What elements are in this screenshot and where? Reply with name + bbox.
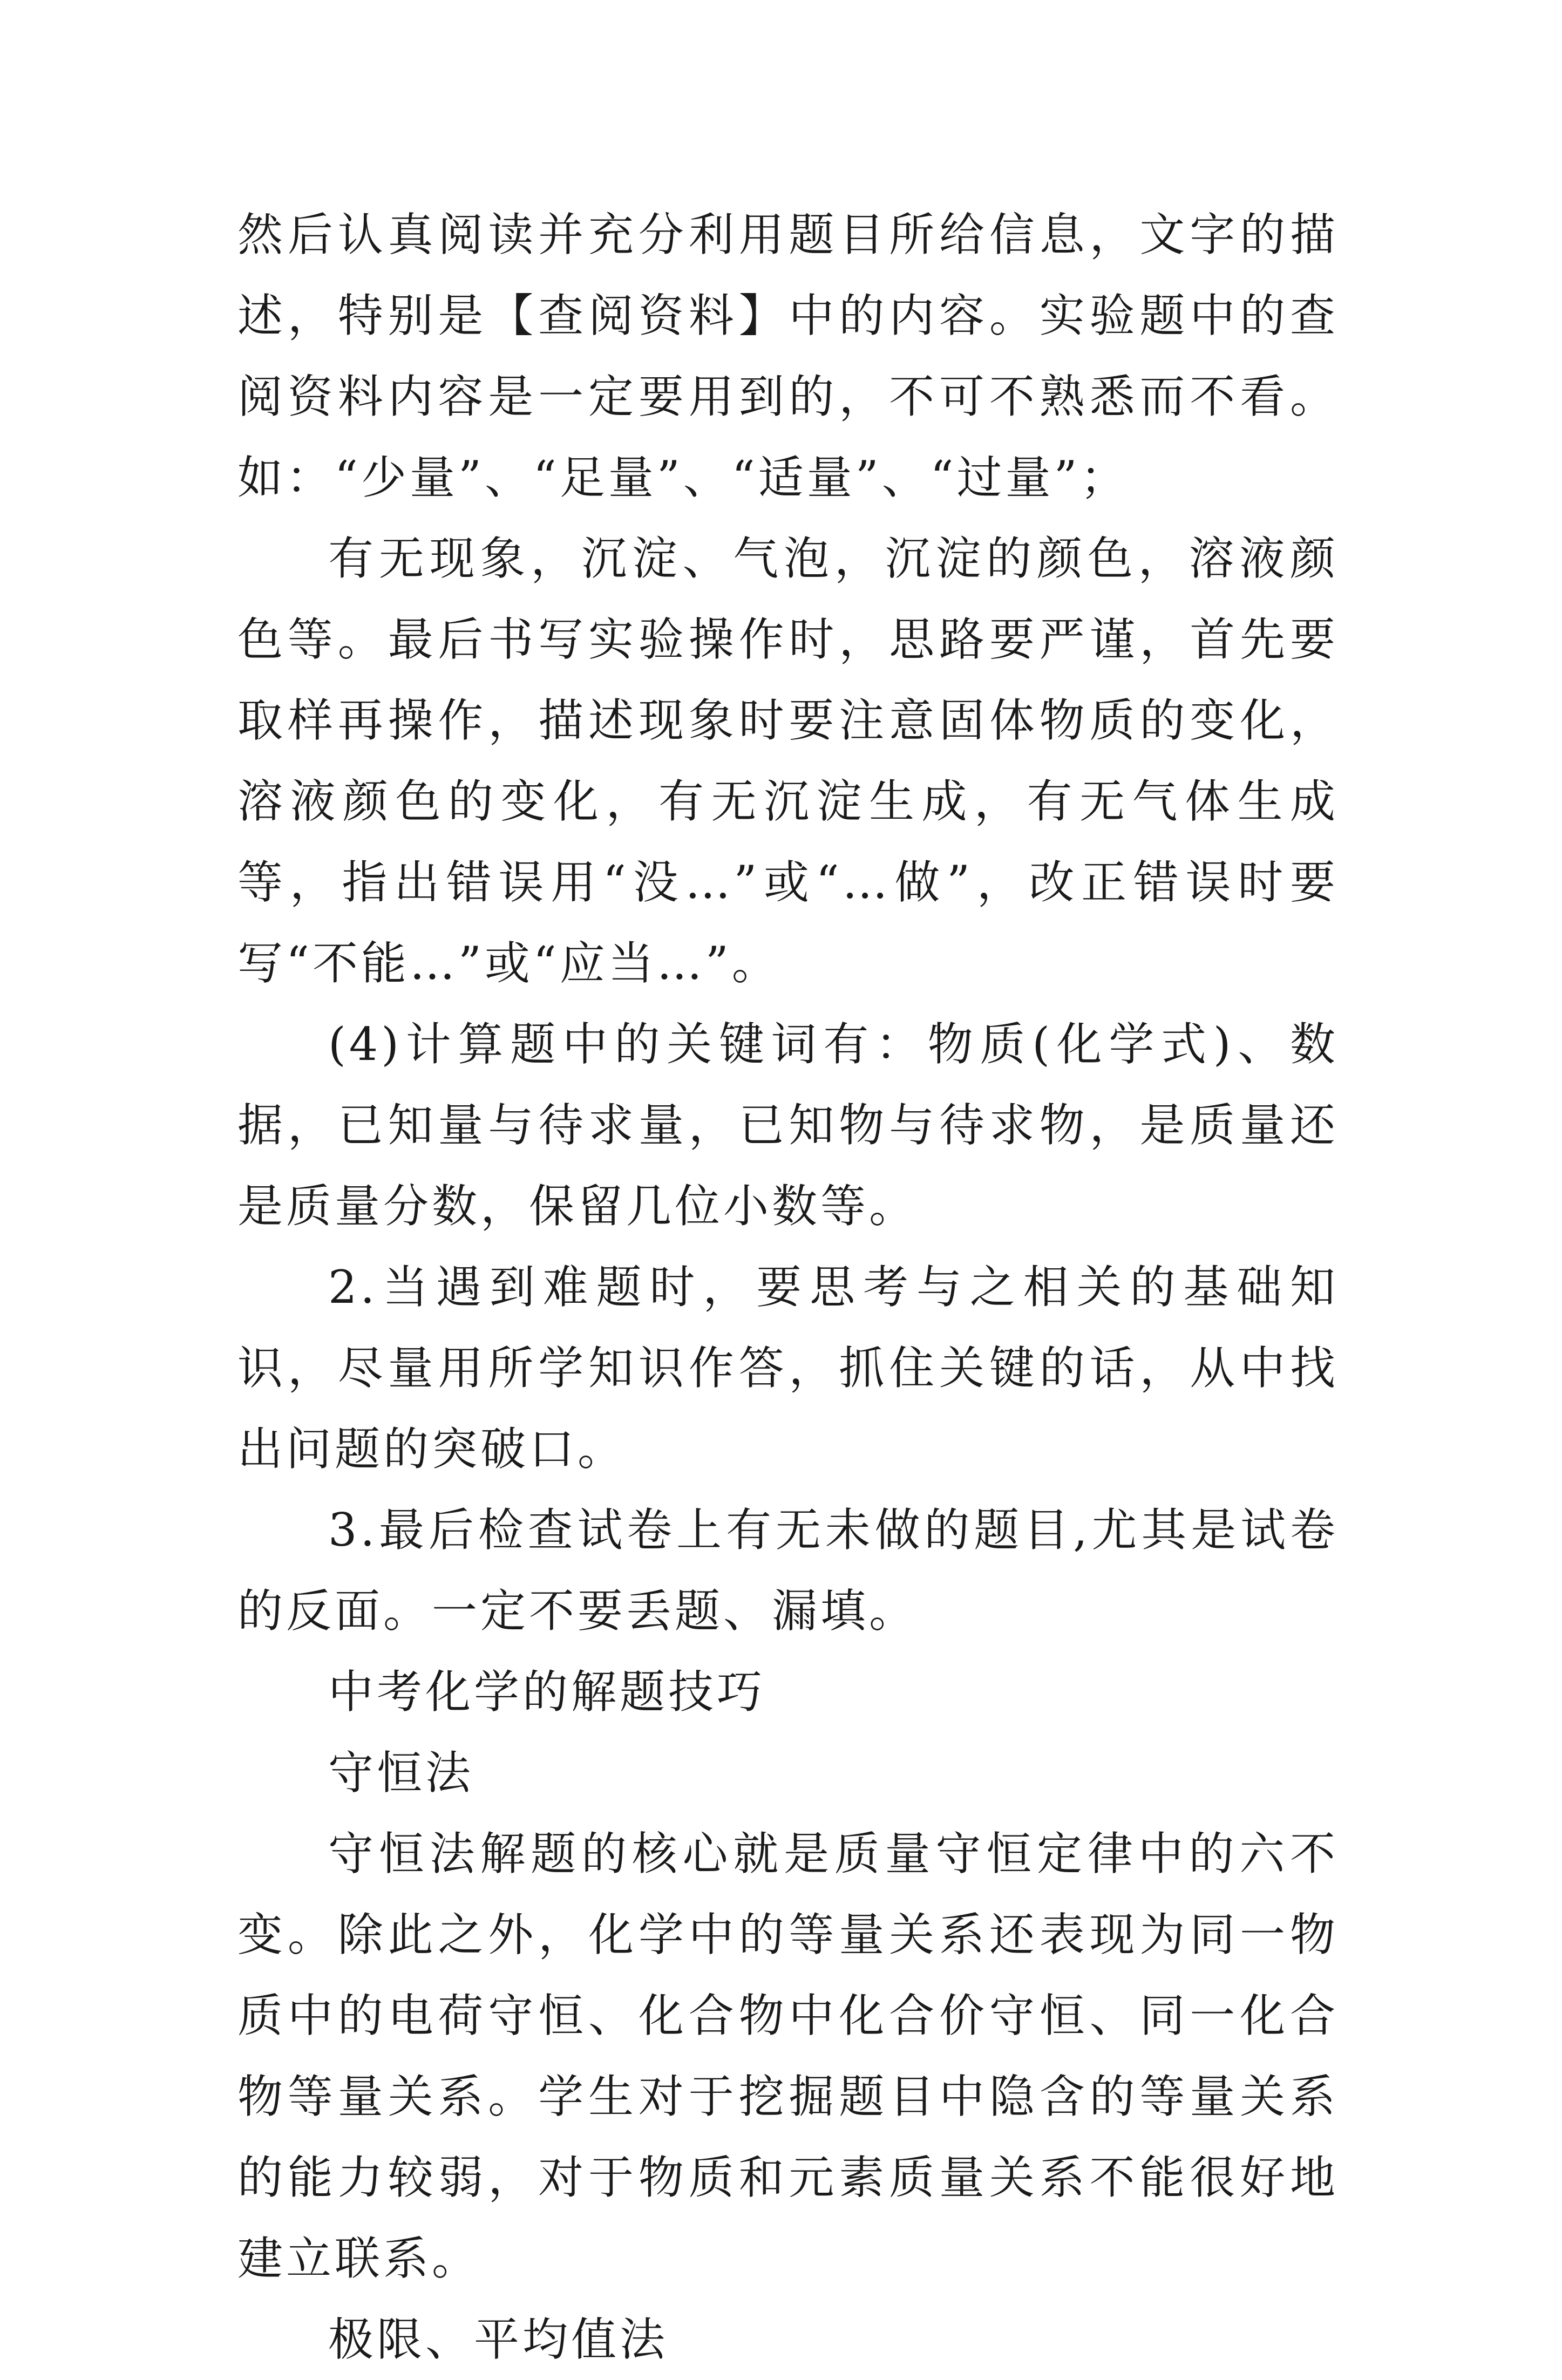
- paragraph-reading-tips: 然后认真阅读并充分利用题目所给信息，文字的描述，特别是【查阅资料】中的内容。实验题中的查阅资料内容是一定要用到的，不可不熟悉而不看。如：“少量”、“足量”、“适量”、“过量”；: [237, 208, 1339, 504]
- subheading-conservation-method: 守恒法: [328, 1746, 474, 1799]
- paragraph-final-check: 3.最后检查试卷上有无未做的题目,尤其是试卷的反面。一定不要丢题、漏填。: [237, 1504, 1339, 1637]
- paragraph-observation-tips: 有无现象，沉淀、气泡，沉淀的颜色，溶液颜色等。最后书写实验操作时，思路要严谨，首先要取样再操作，描述现象时要注意固体物质的变化，溶液颜色的变化，有无沉淀生成，有无气体生成等，指出错误用“没…”或“…做”，改正错误时要写“不能…”或“应当…”。: [237, 532, 1339, 990]
- document-body: [237, 194, 1339, 2380]
- section-heading-techniques: 中考化学的解题技巧: [328, 1665, 766, 1718]
- paragraph-difficult-questions: 2.当遇到难题时，要思考与之相关的基础知识，尽量用所学知识作答，抓住关键的话，从中找出问题的突破口。: [237, 1261, 1339, 1475]
- paragraph-calculation-keywords: (4)计算题中的关键词有：物质(化学式)、数据，已知量与待求量，已知物与待求物，是质量还是质量分数，保留几位小数等。: [237, 1018, 1339, 1233]
- paragraph-conservation-method: 守恒法解题的核心就是质量守恒定律中的六不变。除此之外，化学中的等量关系还表现为同一物质中的电荷守恒、化合物中化合价守恒、同一化合物等量关系。学生对于挖掘题目中隐含的等量关系的能力较弱，对于物质和元素质量关系不能很好地建立联系。: [237, 1827, 1339, 2285]
- subheading-limit-average-method: 极限、平均值法: [328, 2313, 669, 2366]
